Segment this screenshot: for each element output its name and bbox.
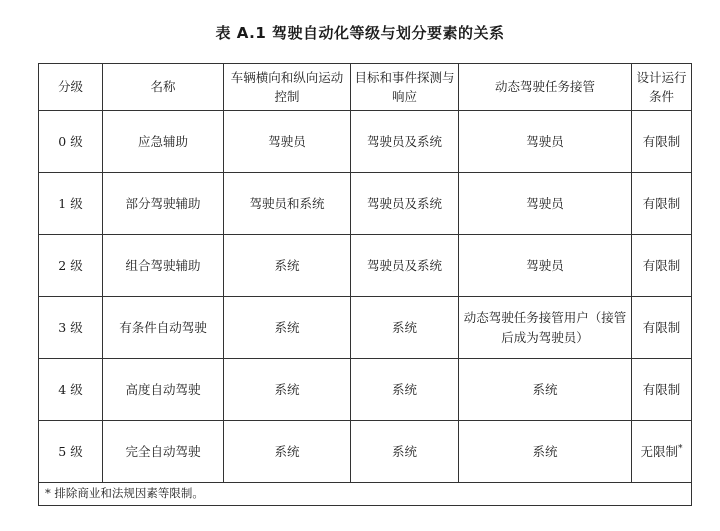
cell-odd [632,235,692,297]
cell-control: 系统 [224,297,351,359]
odd-value: 无限制 [640,443,678,459]
cell-control: 系统 [224,235,351,297]
cell-detect: 驾驶员及系统 [351,173,459,235]
cell-control: 驾驶员 [224,111,351,173]
cell-detect: 驾驶员及系统 [351,235,459,297]
footnote-marker: * [678,443,683,454]
odd-value: 有限制 [642,381,681,397]
cell-odd [632,421,692,483]
cell-detect: 系统 [351,297,459,359]
cell-level: 3 级 [39,297,103,359]
header-odd: 设计运行条件 [632,64,692,111]
header-control: 车辆横向和纵向运动控制 [224,64,351,111]
header-level: 分级 [39,64,103,111]
footnote-row [39,483,692,506]
cell-name: 部分驾驶辅助 [103,173,224,235]
cell-name: 完全自动驾驶 [103,421,224,483]
cell-takeover: 动态驾驶任务接管用户（接管后成为驾驶员） [459,297,632,359]
cell-detect: 驾驶员及系统 [351,111,459,173]
header-name: 名称 [103,64,224,111]
cell-control: 系统 [224,359,351,421]
cell-control: 系统 [224,421,351,483]
cell-control: 驾驶员和系统 [224,173,351,235]
cell-level: 4 级 [39,359,103,421]
table-row [39,235,692,297]
cell-takeover: 系统 [459,421,632,483]
cell-odd [632,173,692,235]
cell-level: 5 级 [39,421,103,483]
odd-value: 有限制 [642,133,681,149]
odd-value: 有限制 [642,257,681,273]
cell-name: 高度自动驾驶 [103,359,224,421]
cell-takeover: 驾驶员 [459,111,632,173]
table-title: 表 A.1 驾驶自动化等级与划分要素的关系 [215,24,505,42]
cell-level: 2 级 [39,235,103,297]
cell-level: 0 级 [39,111,103,173]
cell-level: 1 级 [39,173,103,235]
header-detect: 目标和事件探测与响应 [351,64,459,111]
table-row [39,297,692,359]
cell-odd [632,359,692,421]
cell-odd [632,297,692,359]
cell-name: 组合驾驶辅助 [103,235,224,297]
odd-value: 有限制 [642,195,681,211]
table-row [39,421,692,483]
cell-takeover: 驾驶员 [459,235,632,297]
cell-takeover: 驾驶员 [459,173,632,235]
table-row [39,173,692,235]
odd-value: 有限制 [642,319,681,335]
cell-name: 有条件自动驾驶 [103,297,224,359]
footnote: * 排除商业和法规因素等限制。 [39,483,692,506]
cell-odd [632,111,692,173]
cell-detect: 系统 [351,421,459,483]
table-row [39,111,692,173]
cell-takeover: 系统 [459,359,632,421]
table-row [39,359,692,421]
table-header-row [39,64,692,111]
automation-levels-table [38,63,692,506]
cell-detect: 系统 [351,359,459,421]
header-takeover: 动态驾驶任务接管 [459,64,632,111]
cell-name: 应急辅助 [103,111,224,173]
